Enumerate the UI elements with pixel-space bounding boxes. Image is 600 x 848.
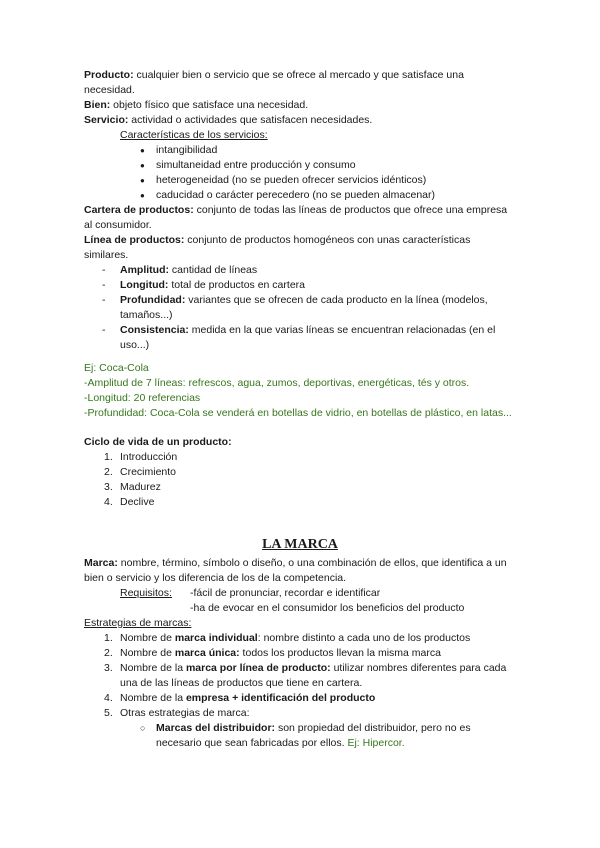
list-item: Nombre de la marca por línea de producto: utilizar nombres diferentes para cada una de las líneas de productos que tiene en cartera.: [120, 662, 507, 689]
list-item: Madurez: [120, 481, 161, 493]
caracteristicas-list: [84, 143, 516, 203]
list-item: Nombre de marca única: todos los productos llevan la misma marca: [120, 647, 441, 659]
estrategias-list: [84, 631, 516, 721]
requisito-line: -ha de evocar en el consumidor los beneficios del producto: [190, 602, 465, 614]
list-item: ● caducidad o carácter perecedero (no se pueden almacenar): [156, 188, 516, 203]
marca-definition: Marca: nombre, término, símbolo o diseño, o una combinación de ellos, que identifica a un bien o servicio y los diferencia de los de la competencia.: [84, 557, 507, 584]
producto-definition: Producto: cualquier bien o servicio que se ofrece al mercado y que satisface una necesidad.: [84, 69, 464, 96]
list-item: Nombre de la empresa + identificación del producto: [120, 692, 376, 704]
linea-definition: Línea de productos: conjunto de productos homogéneos con unas características similares.: [84, 234, 471, 261]
list-item: ● simultaneidad entre producción y consumo: [156, 158, 516, 173]
bien-definition: Bien: objeto físico que satisface una necesidad.: [84, 99, 309, 111]
list-item: ○ Marcas del distribuidor: son propiedad del distribuidor, pero no es necesario que sean fabricadas por ellos. Ej: Hipercor.: [156, 721, 516, 751]
requisitos: [84, 586, 516, 616]
ejemplo-line: -Longitud: 20 referencias: [84, 392, 201, 404]
cartera-definition: Cartera de productos: conjunto de todas las líneas de productos que ofrece una empresa al consumidor.: [84, 204, 508, 231]
document-page: [84, 68, 516, 751]
list-item: Otras estrategias de marca:: [120, 707, 250, 719]
linea-list: [84, 263, 516, 353]
requisitos-label: Requisitos:: [120, 587, 172, 599]
ejemplo-line: Ej: Coca-Cola: [84, 362, 149, 374]
list-item: ● heterogeneidad (no se pueden ofrecer servicios idénticos): [156, 173, 516, 188]
requisito-line: -fácil de pronunciar, recordar e identificar: [190, 587, 381, 599]
otras-estrategias-list: [84, 721, 516, 751]
list-item: - Consistencia: medida en la que varias líneas se encuentran relacionadas (en el uso...): [120, 323, 516, 353]
caracteristicas-heading: Características de los servicios:: [120, 129, 268, 141]
list-item: Declive: [120, 496, 155, 508]
section-title: LA MARCA: [262, 537, 338, 552]
list-item: - Profundidad: variantes que se ofrecen de cada producto en la línea (modelos, tamaños...): [120, 293, 516, 323]
ejemplo-line: -Profundidad: Coca-Cola se venderá en botellas de vidrio, en botellas de plástico, en latas...: [84, 407, 512, 419]
list-item: - Amplitud: cantidad de líneas: [120, 263, 516, 278]
list-item: Introducción: [120, 451, 178, 463]
ejemplo-line: -Amplitud de 7 líneas: refrescos, agua, zumos, deportivas, energéticas, tés y otros.: [84, 377, 470, 389]
servicio-definition: Servicio: actividad o actividades que satisfacen necesidades.: [84, 114, 373, 126]
list-item: Crecimiento: [120, 466, 177, 478]
ciclo-list: [84, 450, 516, 510]
list-item: ● intangibilidad: [156, 143, 516, 158]
estrategias-heading: Estrategias de marcas:: [84, 617, 192, 629]
list-item: Nombre de marca individual: nombre distinto a cada uno de los productos: [120, 632, 471, 644]
ciclo-heading: Ciclo de vida de un producto:: [84, 436, 232, 448]
list-item: - Longitud: total de productos en cartera: [120, 278, 516, 293]
